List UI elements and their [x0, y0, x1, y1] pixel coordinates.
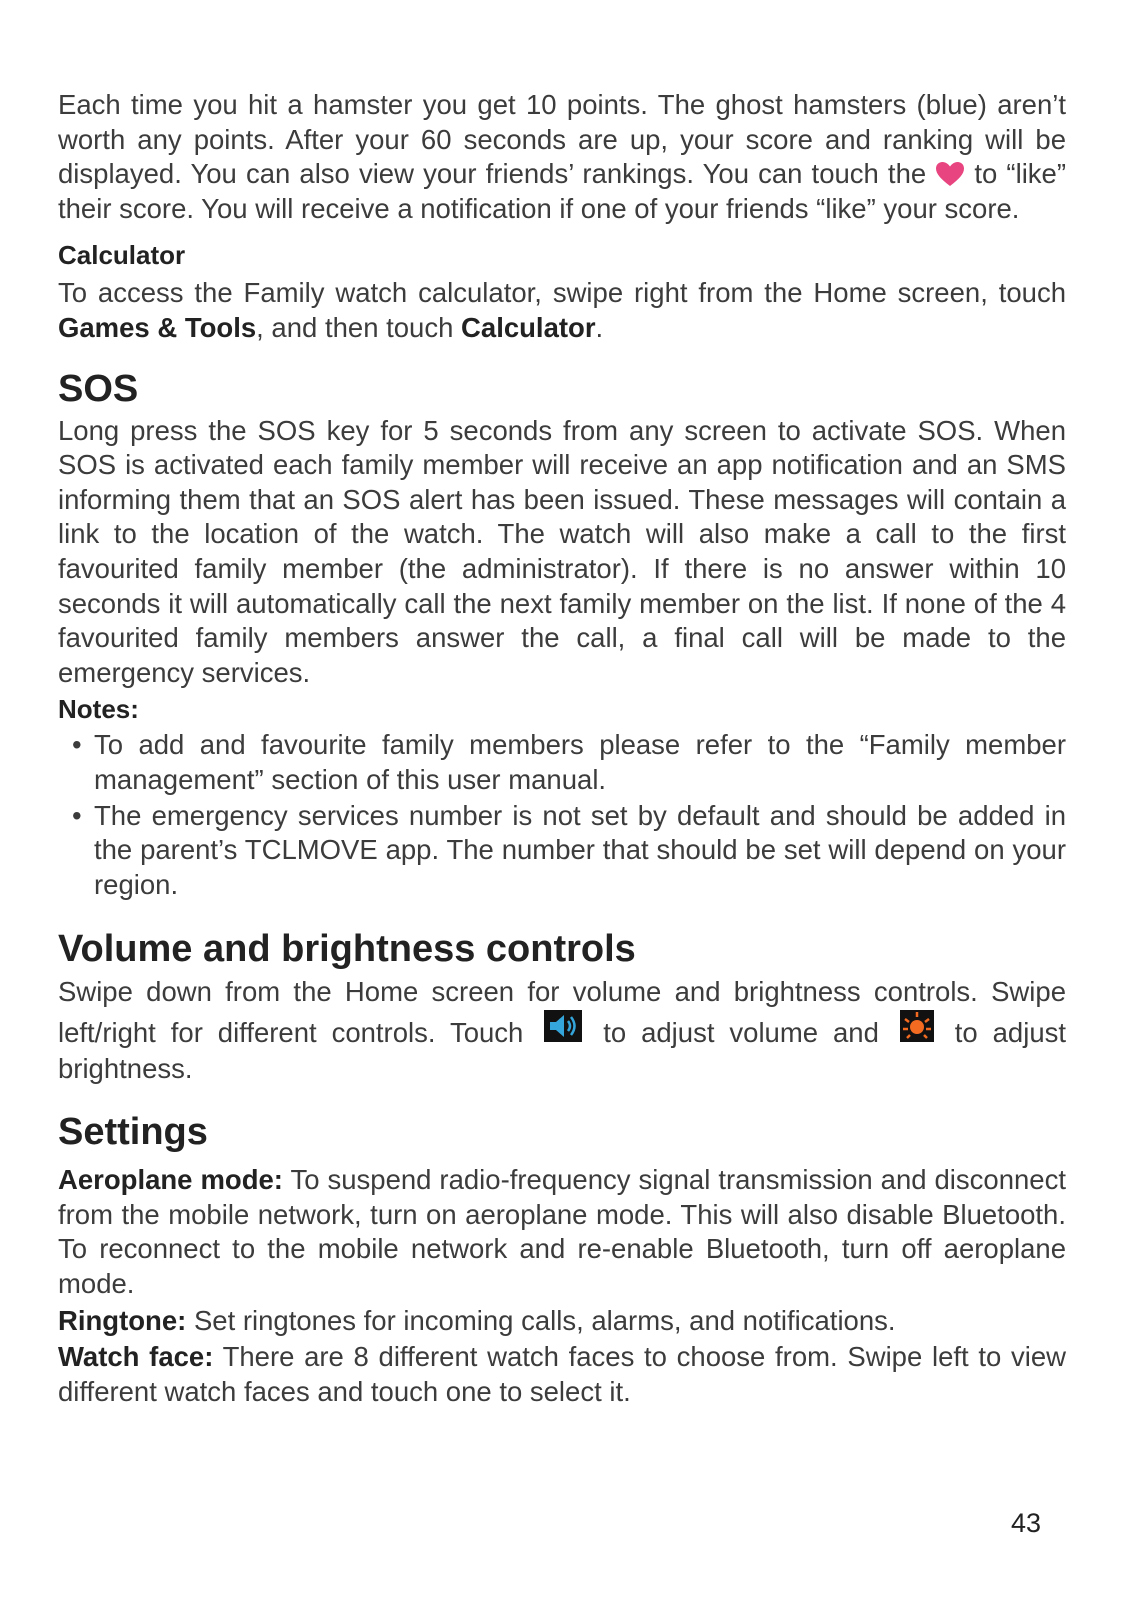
- calculator-paragraph: [58, 276, 1066, 345]
- list-item: • The emergency services number is not set by default and should be added in the parent’s TCLMOVE app. The number that should be set will depend on your region.: [94, 799, 1066, 903]
- list-item: • To add and favourite family members please refer to the “Family member management” section of this user manual.: [94, 728, 1066, 797]
- volume-text-b: to adjust volume and: [603, 1017, 879, 1049]
- sos-heading: SOS: [58, 367, 139, 410]
- watchface-text: There are 8 different watch faces to choose from. Swipe left to view different watch faces and touch one to select it.: [58, 1341, 1066, 1407]
- settings-heading: Settings: [58, 1111, 208, 1154]
- sos-paragraph: Long press the SOS key for 5 seconds from any screen to activate SOS. When SOS is activated each family member will receive an app notification and an SMS informing them that an SOS alert has been issued. These messages will contain a link to the location of the watch. The watch will also make a call to the first favourited family member (the administrator). If there is no answer within 10 seconds it will automatically call the next family member on the list. If none of the 4 favourited family members answer the call, a final call will be made to the emergency services.: [58, 414, 1066, 688]
- calculator-text-b: , and then touch: [256, 311, 454, 343]
- volume-heading: Volume and brightness controls: [58, 928, 636, 971]
- volume-text-a: Swipe down from the Home screen for volume and brightness controls. Swipe left/right for different controls. Touch: [58, 976, 1066, 1049]
- aeroplane-text: To suspend radio-frequency signal transmission and disconnect from the mobile network, turn on aeroplane mode. This will also disable Bluetooth. To reconnect to the mobile network and re-enable Bluetooth, turn off aeroplane mode.: [58, 1164, 1066, 1300]
- heart-icon: [935, 161, 965, 187]
- aeroplane-paragraph: [58, 1163, 1066, 1301]
- manual-page: [58, 88, 1066, 1409]
- brightness-icon: [900, 1010, 934, 1042]
- notes-list: [58, 728, 1066, 902]
- ringtone-label: Ringtone:: [58, 1304, 187, 1336]
- calculator-label: Calculator: [461, 311, 596, 343]
- notes-label: Notes:: [58, 694, 139, 725]
- volume-paragraph: [58, 974, 1066, 1087]
- volume-text-c: to adjust brightness.: [58, 1017, 1067, 1085]
- calculator-heading: Calculator: [58, 240, 186, 271]
- ringtone-text: Set ringtones for incoming calls, alarms, and notifications.: [193, 1304, 896, 1336]
- calculator-text-c: .: [595, 311, 604, 343]
- aeroplane-label: Aeroplane mode:: [58, 1164, 283, 1196]
- hamster-text-a: Each time you hit a hamster you get 10 points. The ghost hamsters (blue) aren’t worth any points. After your 60 seconds are up, your score and ranking will be displayed. You can also view your friends’ rankings. You can touch the: [58, 89, 1066, 190]
- volume-icon: [544, 1010, 582, 1042]
- watchface-label: Watch face:: [58, 1341, 214, 1373]
- hamster-text-b: to “like” their score. You will receive a notification if one of your friends “like” your score.: [58, 158, 1067, 224]
- ringtone-paragraph: [58, 1304, 1066, 1339]
- hamster-paragraph: [58, 88, 1066, 226]
- page-number: 43: [1011, 1508, 1042, 1538]
- watchface-paragraph: [58, 1340, 1066, 1409]
- games-tools-label: Games & Tools: [58, 311, 257, 343]
- calculator-text-a: To access the Family watch calculator, swipe right from the Home screen, touch: [58, 277, 1066, 309]
